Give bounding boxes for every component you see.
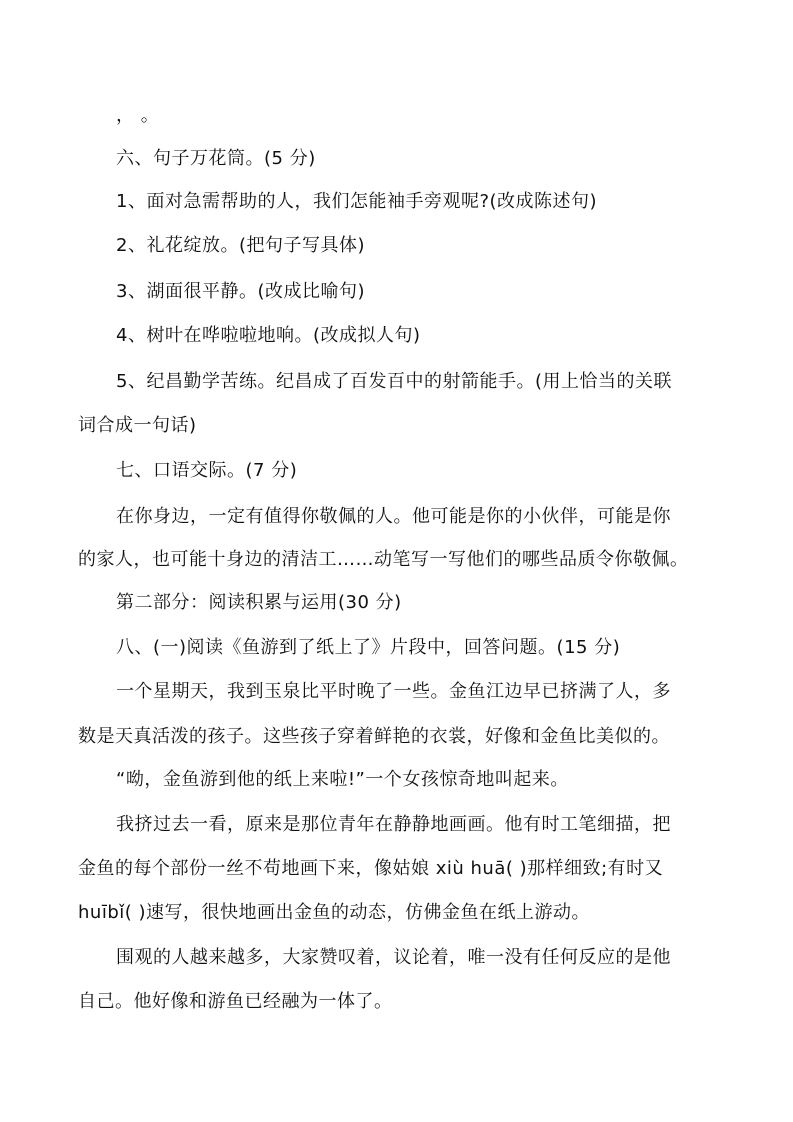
passage-p1: 一个星期天，我到玉泉比平时晚了一些。金鱼江边早已挤满了人，多 bbox=[116, 681, 671, 702]
question-3: 3、湖面很平静。(改成比喻句) bbox=[116, 281, 365, 302]
passage-p4: 围观的人越来越多，大家赞叹着，议论着，唯一没有任何反应的是他 bbox=[116, 947, 671, 968]
passage-p3: 我挤过去一看，原来是那位青年在静静地画画。他有时工笔细描，把 bbox=[116, 814, 671, 835]
section-seven-heading: 七、口语交际。(7 分) bbox=[116, 460, 298, 481]
passage-p4-cont: 自己。他好像和游鱼已经融为一体了。 bbox=[78, 991, 393, 1012]
passage-p3-cont: 金鱼的每个部份一丝不苟地画下来，像姑娘 xiù huā( )那样细致;有时又 bbox=[78, 858, 664, 879]
section-six-heading: 六、句子万花筒。(5 分) bbox=[116, 148, 316, 169]
question-5: 5、纪昌勤学苦练。纪昌成了百发百中的射箭能手。(用上恰当的关联 bbox=[116, 371, 672, 392]
passage-p3-cont-2: huībǐ( )速写，很快地画出金鱼的动态，仿佛金鱼在纸上游动。 bbox=[78, 902, 591, 923]
question-2: 2、礼花绽放。(把句子写具体) bbox=[116, 235, 365, 256]
question-4: 4、树叶在哗啦啦地响。(改成拟人句) bbox=[116, 325, 421, 346]
section-seven-text-cont: 的家人，也可能十身边的清洁工……动笔写一写他们的哪些品质令你敬佩。 bbox=[78, 549, 689, 570]
passage-p2: “呦，金鱼游到他的纸上来啦!”一个女孩惊奇地叫起来。 bbox=[116, 769, 569, 790]
question-5-cont: 词合成一句话) bbox=[78, 415, 197, 436]
question-1: 1、面对急需帮助的人，我们怎能袖手旁观呢?(改成陈述句) bbox=[116, 191, 598, 212]
part-two-heading: 第二部分：阅读积累与运用(30 分) bbox=[116, 592, 402, 613]
section-seven-text: 在你身边，一定有值得你敬佩的人。他可能是你的小伙伴，可能是你 bbox=[116, 506, 671, 527]
text-line-1: ， 。 bbox=[116, 105, 160, 126]
passage-p1-cont: 数是天真活泼的孩子。这些孩子穿着鲜艳的衣裳，好像和金鱼比美似的。 bbox=[78, 726, 670, 747]
section-eight-heading: 八、(一)阅读《鱼游到了纸上了》片段中，回答问题。(15 分) bbox=[116, 637, 621, 658]
